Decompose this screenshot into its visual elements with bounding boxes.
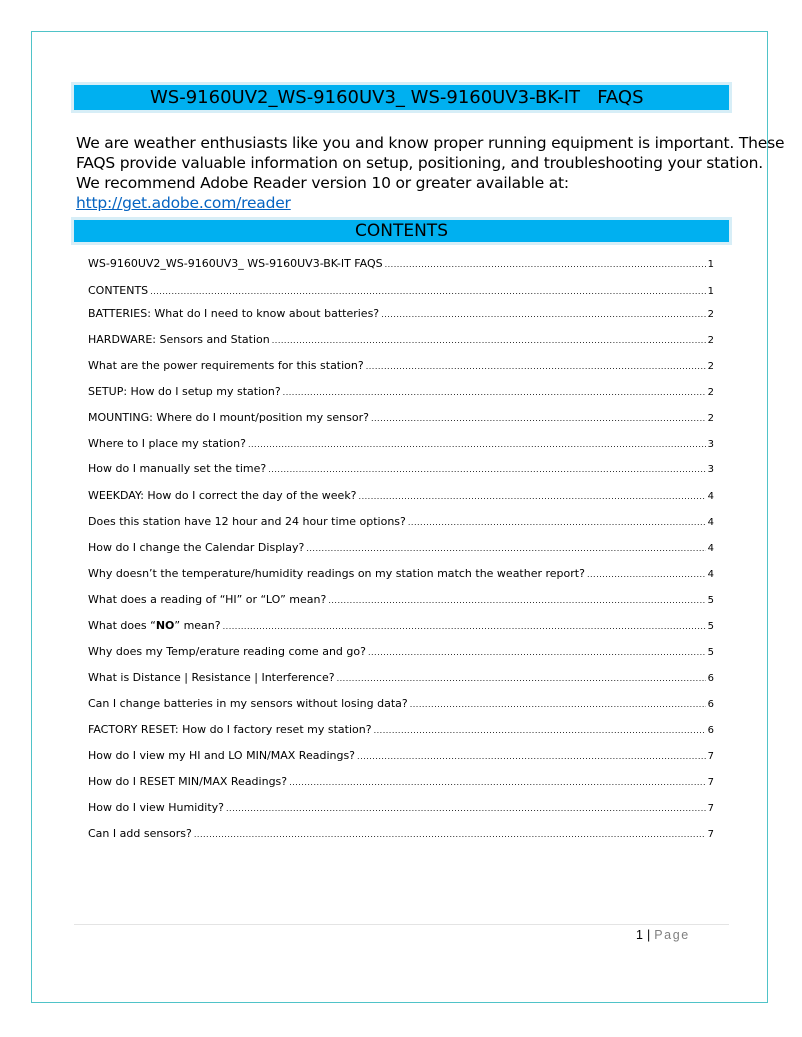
toc-entry-label: What is Distance | Resistance | Interference?: [88, 671, 335, 684]
toc-entry[interactable]: [88, 774, 714, 790]
intro-line: We are weather enthusiasts like you and know proper running equipment is important. These: [76, 134, 785, 152]
toc-leader: [410, 697, 706, 713]
intro-line: FAQS provide valuable information on setup, positioning, and troubleshooting your station.: [76, 154, 763, 172]
toc-leader: [150, 284, 705, 300]
toc-leader: [385, 257, 706, 273]
toc-page-number: 5: [707, 647, 714, 658]
toc-page-number: 2: [707, 361, 714, 372]
toc-entry[interactable]: [88, 358, 714, 374]
toc-page-number: 6: [707, 699, 714, 710]
toc-entry-label: Can I add sensors?: [88, 827, 192, 840]
toc-page-number: 6: [707, 725, 714, 736]
toc-page-number: 7: [707, 777, 714, 788]
toc-entry-label: How do I change the Calendar Display?: [88, 541, 305, 554]
intro-paragraph: [76, 133, 785, 213]
toc-page-number: 7: [707, 751, 714, 762]
toc-entry-label: WEEKDAY: How do I correct the day of the week?: [88, 489, 357, 502]
toc-entry[interactable]: [88, 618, 714, 634]
toc-entry-label: HARDWARE: Sensors and Station: [88, 333, 270, 346]
toc-page-number: 5: [707, 595, 714, 606]
toc-entry[interactable]: [88, 410, 714, 426]
footer-separator: |: [646, 928, 651, 942]
toc-leader: [408, 515, 706, 531]
toc-entry-label: Why does my Temp/erature reading come and go?: [88, 645, 366, 658]
toc-entry-label: Where to I place my station?: [88, 437, 246, 450]
toc-page-number: 4: [707, 569, 714, 580]
toc-entry[interactable]: [88, 722, 714, 738]
toc-entry[interactable]: [88, 461, 714, 477]
toc-leader: [371, 411, 706, 427]
toc-entry[interactable]: [88, 696, 714, 712]
toc-entry[interactable]: [88, 592, 714, 608]
toc-leader: [357, 749, 706, 765]
toc-leader: [248, 437, 706, 453]
toc-entry-label: What does a reading of “HI” or “LO” mean?: [88, 593, 327, 606]
toc-leader: [223, 619, 706, 635]
toc-entry[interactable]: [88, 540, 714, 556]
toc-leader: [272, 333, 706, 349]
toc-entry-label: How do I view Humidity?: [88, 801, 224, 814]
toc-entry[interactable]: [88, 566, 714, 582]
toc-entry-label: BATTERIES: What do I need to know about batteries?: [88, 307, 380, 320]
toc-leader: [368, 645, 706, 661]
toc-leader: [337, 671, 706, 687]
toc-leader: [283, 385, 706, 401]
toc-page-number: 2: [707, 413, 714, 424]
toc-entry-label: WS-9160UV2_WS-9160UV3_ WS-9160UV3-BK-IT FAQS: [88, 257, 383, 270]
toc-leader: [289, 775, 706, 791]
toc-leader: [359, 489, 706, 505]
toc-entry[interactable]: [88, 748, 714, 764]
toc-page-number: 6: [707, 673, 714, 684]
toc-page-number: 7: [707, 829, 714, 840]
toc-leader: [194, 827, 706, 843]
toc-entry[interactable]: [88, 800, 714, 816]
footer-divider: [74, 924, 729, 925]
toc-entry-label: How do I view my HI and LO MIN/MAX Readings?: [88, 749, 356, 762]
document-title: WS-9160UV2_WS-9160UV3_ WS-9160UV3-BK-IT FAQS: [150, 87, 644, 108]
toc-leader: [366, 359, 706, 375]
toc-page-number: 7: [707, 803, 714, 814]
toc-entry[interactable]: [88, 514, 714, 530]
toc-leader: [374, 723, 706, 739]
toc-entry-label: Can I change batteries in my sensors without losing data?: [88, 697, 408, 710]
title-bar: [74, 85, 729, 110]
toc-entry[interactable]: [88, 306, 714, 322]
toc-entry[interactable]: [88, 436, 714, 452]
toc-entry-label: SETUP: How do I setup my station?: [88, 385, 281, 398]
toc-page-number: 3: [707, 464, 714, 475]
toc-entry-label: FACTORY RESET: How do I factory reset my station?: [88, 723, 372, 736]
toc-entry-label: How do I manually set the time?: [88, 462, 267, 475]
toc-entry-label: MOUNTING: Where do I mount/position my sensor?: [88, 411, 369, 424]
toc-entry-label: Why doesn’t the temperature/humidity readings on my station match the weather report?: [88, 567, 585, 580]
toc-entry[interactable]: [88, 384, 714, 400]
toc-entry-label: What are the power requirements for this station?: [88, 359, 364, 372]
toc-page-number: 1: [707, 259, 714, 270]
page-label: Page: [654, 928, 690, 942]
toc-page-number: 4: [707, 491, 714, 502]
contents-bar: [74, 220, 729, 242]
toc-page-number: 3: [707, 439, 714, 450]
toc-page-number: 4: [707, 543, 714, 554]
toc-page-number: 1: [707, 286, 714, 297]
toc-entry[interactable]: [88, 644, 714, 660]
toc-entry[interactable]: [88, 283, 714, 299]
page-number: 1: [636, 928, 643, 942]
toc-entry[interactable]: [88, 256, 714, 272]
toc-page-number: 4: [707, 517, 714, 528]
toc-entry-label: What does “NO” mean?: [88, 619, 221, 632]
toc-page-number: 5: [707, 621, 714, 632]
toc-entry[interactable]: [88, 826, 714, 842]
toc-page-number: 2: [707, 309, 714, 320]
toc-leader: [587, 567, 706, 583]
toc-page-number: 2: [707, 335, 714, 346]
adobe-reader-link[interactable]: http://get.adobe.com/reader: [76, 194, 291, 212]
toc-entry[interactable]: [88, 670, 714, 686]
toc-leader: [226, 801, 706, 817]
toc-leader: [268, 462, 705, 478]
toc-page-number: 2: [707, 387, 714, 398]
toc-leader: [306, 541, 705, 557]
toc-entry[interactable]: [88, 488, 714, 504]
page-footer: [636, 927, 690, 943]
toc-leader: [328, 593, 705, 609]
toc-entry-label: How do I RESET MIN/MAX Readings?: [88, 775, 288, 788]
toc-entry-label: Does this station have 12 hour and 24 hour time options?: [88, 515, 406, 528]
intro-line: We recommend Adobe Reader version 10 or greater available at:: [76, 174, 569, 192]
contents-heading: CONTENTS: [355, 221, 448, 241]
toc-leader: [381, 307, 705, 323]
toc-entry[interactable]: [88, 332, 714, 348]
toc-entry-label: CONTENTS: [88, 284, 149, 297]
